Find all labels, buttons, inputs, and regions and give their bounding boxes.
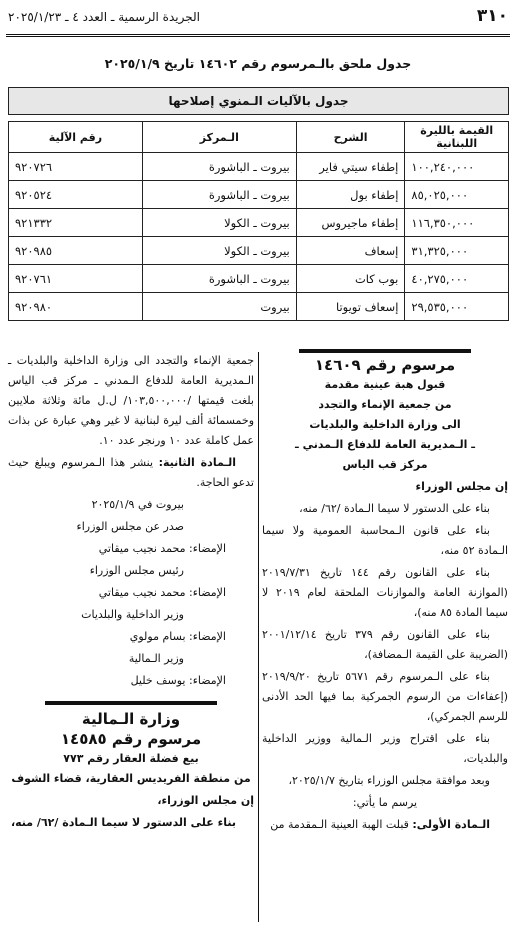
table-caption: جدول ملحق بالـمرسوم رقم ١٤٦٠٢ تاريخ ٢٠٢٥/١/٩ <box>104 56 412 71</box>
table-row <box>9 153 509 181</box>
cell-description: إطفاء بول <box>296 181 405 209</box>
preamble-item: بناء على الدستور لا سيما الـمادة /٦٢/ منه، <box>299 502 490 515</box>
decree-subject-line: ـ الـمديرية العامة للدفاع الـمدني ـ <box>294 438 476 451</box>
cell-value: ٣١,٣٢٥,٠٠٠ <box>405 237 509 265</box>
table-row <box>9 265 509 293</box>
cell-value: ١١٦,٣٥٠,٠٠٠ <box>405 209 509 237</box>
cell-center: بيروت <box>142 293 296 321</box>
signature: الإمضاء: محمد نجيب ميقاتي <box>98 542 226 555</box>
page-header <box>8 6 508 30</box>
col-header-description: الشرح <box>296 122 405 153</box>
col-header-value: القيمة بالليرة اللبنانية <box>405 122 509 153</box>
header-divider <box>6 34 510 37</box>
decree-subject-line: من منطقة الفريديس العقارية، قضاء الشوف <box>11 772 251 785</box>
cell-value: ٨٥,٠٢٥,٠٠٠ <box>405 181 509 209</box>
decree-number: مرسوم رقم ١٤٦٠٩ <box>314 356 456 374</box>
place-date: بيروت في ٢٠٢٥/١/٩ <box>91 498 184 511</box>
issued-from: صدر عن مجلس الوزراء <box>76 520 184 533</box>
decree-issuer: إن مجلس الوزراء <box>415 480 508 493</box>
right-column <box>262 349 508 837</box>
col-header-vehicle-number: رقم الآلية <box>9 122 143 153</box>
cell-vehicle-number: ٩٢٠٩٨٥ <box>9 237 143 265</box>
section-rule <box>45 701 217 705</box>
gazette-title: الجريدة الرسمية ـ العدد ٤ ـ ٢٠٢٥/١/٢٣ <box>8 10 200 24</box>
decrees-statement: يرسم ما يأتي: <box>352 796 418 809</box>
article-2-label: الـمادة الثانية: <box>158 456 236 469</box>
signature: الإمضاء: بسام مولوي <box>129 630 226 643</box>
cell-description: إسعاف تويوتا <box>296 293 405 321</box>
vehicles-table <box>8 87 509 321</box>
cell-center: بيروت ـ الباشورة <box>142 181 296 209</box>
cell-vehicle-number: ٩٢١٣٣٢ <box>9 209 143 237</box>
article-1-start <box>262 815 508 835</box>
cell-value: ٤٠,٢٧٥,٠٠٠ <box>405 265 509 293</box>
article-1-text: قبلت الهبة العينية الـمقدمة من <box>270 818 409 831</box>
left-column <box>8 349 254 835</box>
ministry-heading: وزارة الـمالية <box>81 710 181 728</box>
cell-vehicle-number: ٩٢٠٥٢٤ <box>9 181 143 209</box>
article-1-continuation: جمعية الإنماء والتجدد الى وزارة الداخلية والبلديات ـ الـمديرية العامة للدفاع الـمدني ـ مركز قب الياس بلغت قيمتها /١٠٣,٥٠٠,٠٠٠/ ل.ل مائة وثلاثة ملايين وخمسمائة ألف ليرة لبنانية لا غير وهي عبارة عن بذات عمل كاملة عدد ١٠ ورنجر عدد ١٠. <box>8 354 254 447</box>
table-banner: جدول بالآليات الـمنوي إصلاحها <box>9 88 509 115</box>
table-row <box>9 237 509 265</box>
preamble-item: وبعد موافقة مجلس الوزراء بتاريخ ٢٠٢٥/١/٧، <box>288 774 490 787</box>
decree-subject-line: من جمعية الإنماء والتجدد <box>318 398 452 411</box>
cell-value: ١٠٠,٢٤٠,٠٠٠ <box>405 153 509 181</box>
signatory-title: رئيس مجلس الوزراء <box>89 564 184 577</box>
cell-description: إطفاء سيتي فاير <box>296 153 405 181</box>
cell-center: بيروت ـ الكولا <box>142 209 296 237</box>
cell-center: بيروت ـ الكولا <box>142 237 296 265</box>
cell-vehicle-number: ٩٢٠٧٢٦ <box>9 153 143 181</box>
table-row <box>9 181 509 209</box>
preamble-item: بناء على اقتراح وزير الـمالية ووزير الداخلية والبلديات، <box>262 732 508 765</box>
signatory-title: وزير الداخلية والبلديات <box>81 608 184 621</box>
preamble-item: بناء على القانون رقم ٣٧٩ تاريخ ٢٠٠١/١٢/١٤ (الضريبة على القيمة الـمضافة)، <box>262 628 508 661</box>
decree-subject-line: بيع فضلة العقار رقم ٧٧٣ <box>63 752 199 765</box>
decree-subject-line: الى وزارة الداخلية والبلديات <box>309 418 461 431</box>
cell-description: إسعاف <box>296 237 405 265</box>
signatory-title: وزير الـمالية <box>128 652 184 665</box>
preamble-item: بناء على الدستور لا سيما الـمادة /٦٢/ منه، <box>10 816 236 829</box>
cell-vehicle-number: ٩٢٠٧٦١ <box>9 265 143 293</box>
decree-subject-line: مركز قب الياس <box>342 458 428 471</box>
table-row <box>9 209 509 237</box>
decree-number: مرسوم رقم ١٤٥٨٥ <box>60 730 202 748</box>
cell-description: بوب كات <box>296 265 405 293</box>
col-header-center: الـمركز <box>142 122 296 153</box>
cell-center: بيروت ـ الباشورة <box>142 265 296 293</box>
decree-subject-line: قبول هبة عينية مقدمة <box>324 378 446 391</box>
article-2-text: ينشر هذا الـمرسوم ويبلغ حيث تدعو الحاجة. <box>8 456 254 489</box>
cell-description: إطفاء ماجيروس <box>296 209 405 237</box>
column-divider <box>258 352 259 922</box>
cell-center: بيروت ـ الباشورة <box>142 153 296 181</box>
cell-value: ٢٩,٥٣٥,٠٠٠ <box>405 293 509 321</box>
signature: الإمضاء: محمد نجيب ميقاتي <box>98 586 226 599</box>
article-2 <box>8 453 254 493</box>
preamble-item: بناء على القانون رقم ١٤٤ تاريخ ٢٠١٩/٧/٣١ (الموازنة العامة والموازنات الملحقة لعام ٢٠١٩ لا سيما المادة ٨٥ منه)، <box>262 566 508 619</box>
signature: الإمضاء: يوسف خليل <box>130 674 226 687</box>
table-row <box>9 293 509 321</box>
preamble-item: بناء على الـمرسوم رقم ٥٦٧١ تاريخ ٢٠١٩/٩/٢٠ (إعفاءات من الرسوم الجمركية بما فيها الحد الأدنى للرسم الجمركي)، <box>262 670 508 723</box>
cell-vehicle-number: ٩٢٠٩٨٠ <box>9 293 143 321</box>
preamble-item: بناء على قانون الـمحاسبة العمومية ولا سيما الـمادة ٥٢ منه، <box>262 524 508 557</box>
decree-issuer: إن مجلس الوزراء، <box>157 794 254 807</box>
page-number: ٣١٠ <box>476 6 508 26</box>
article-1-label: الـمادة الأولى: <box>412 818 490 831</box>
section-rule <box>299 349 471 353</box>
